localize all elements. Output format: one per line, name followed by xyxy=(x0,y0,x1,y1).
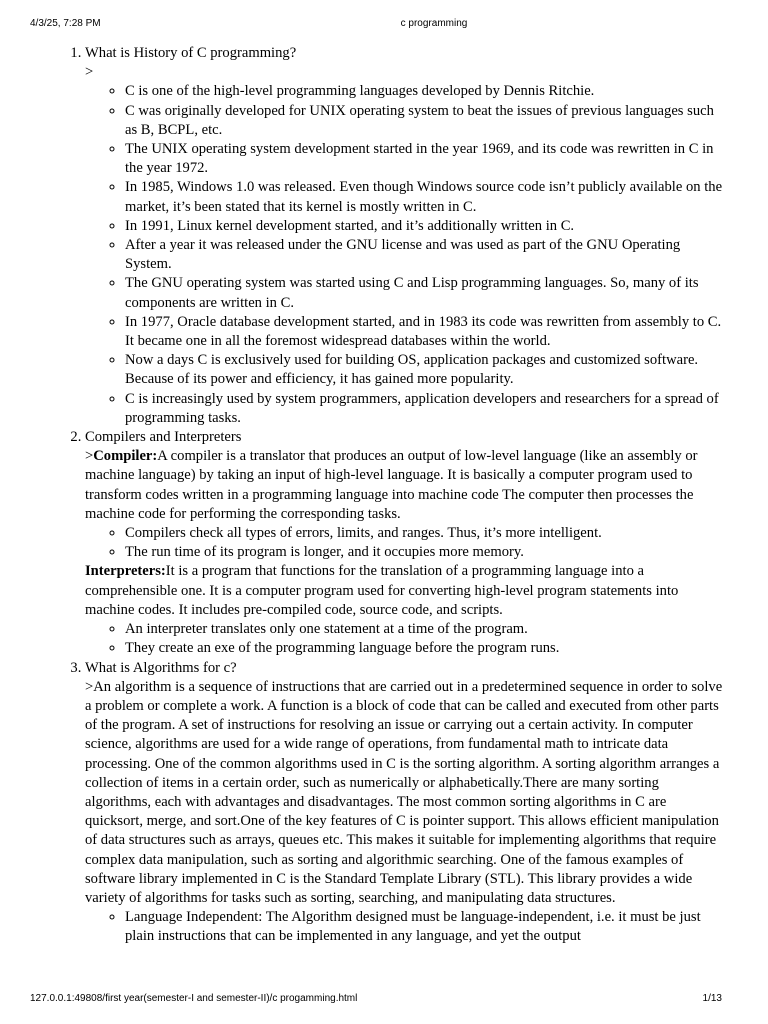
questions-list xyxy=(66,44,726,947)
list-item: ◦ They create an exe of the programming language before the program runs. xyxy=(125,639,726,658)
answer-marker: > xyxy=(85,64,94,81)
interpreter-points xyxy=(85,620,726,658)
compiler-label: Compiler: xyxy=(93,448,158,465)
algorithm-points xyxy=(85,908,726,946)
section-title: What is History of C programming? xyxy=(85,45,297,61)
section-compilers-interpreters xyxy=(85,428,726,658)
list-item: ◦ In 1977, Oracle database development started, and in 1983 its code was rewritten from assembly to C. It became one in all the foremost widespread databases within the world. xyxy=(125,313,726,351)
document-title: c programming xyxy=(400,18,468,29)
list-item: ◦ The run time of its program is longer, and it occupies more memory. xyxy=(125,543,726,562)
list-item: ◦ Compilers check all types of errors, limits, and ranges. Thus, it’s more intelligent. xyxy=(125,524,726,543)
list-item: ◦ The UNIX operating system development started in the year 1969, and its code was rewritten in C in the year 1972. xyxy=(125,140,726,178)
interpreter-paragraph xyxy=(85,562,726,620)
page-footer xyxy=(0,993,768,1007)
document-body xyxy=(66,44,726,947)
list-item: ◦ C is one of the high-level programming languages developed by Dennis Ritchie. xyxy=(125,82,726,101)
page-header xyxy=(0,18,768,32)
interpreter-text: It is a program that functions for the translation of a programming language into a comprehensible one. It is a computer program used for converting high-level program statements into machine codes. It includes pre-compiled code, source code, and scripts. xyxy=(85,563,679,618)
section-history xyxy=(85,44,726,428)
answer-marker: > xyxy=(85,448,94,465)
section-title: Compilers and Interpreters xyxy=(85,429,242,446)
page-url: 127.0.0.1:49808/first year(semester-I and semester-II)/c progamming.html xyxy=(30,993,358,1004)
list-item: ◦ An interpreter translates only one statement at a time of the program. xyxy=(125,620,726,639)
compiler-text: A compiler is a translator that produces an output of low-level language (like an assembly or machine language) by taking an input of high-level language. It is basically a computer program used to transform codes written in a programming language into machine code The computer then processes the machine code for performing the corresponding tasks. xyxy=(85,448,698,522)
list-item: ◦ In 1991, Linux kernel development started, and it’s additionally written in C. xyxy=(125,217,726,236)
page-number: 1/13 xyxy=(702,993,722,1004)
section-title: What is Algorithms for c? xyxy=(85,659,237,676)
algorithms-paragraph: >An algorithm is a sequence of instructions that are carried out in a predetermined sequence in order to solve a problem or complete a work. A function is a block of code that can be called and executed from other parts of the program. A set of instructions for resolving an issue or carrying out a certain activity. In computer science, algorithms are used for a wide range of operations, from fundamental math to intricate data processing. One of the common algorithms used in C is the sorting algorithm. A sorting algorithm arranges a collection of items in a certain order, such as numerically or alphabetically.There are many sorting algorithms, each with advantages and disadvantages. The most common sorting algorithms in C are quicksort, merge, and sort.One of the key features of C is pointer support. This allows efficient manipulation of data structures such as arrays, queues etc. This makes it suitable for implementing algorithms that require complex data manipulation, such as sorting and algorithmic searching. One of the famous examples of software library implemented in C is the Standard Template Library (STL). This library provides a wide variety of algorithms for tasks such as sorting, searching, and manipulating data structures. xyxy=(85,678,723,906)
interpreter-label: Interpreters: xyxy=(85,563,166,580)
list-item: ◦ Language Independent: The Algorithm designed must be language-independent, i.e. it must be just plain instructions that can be implemented in any language, and yet the output xyxy=(125,908,726,946)
list-item: ◦ After a year it was released under the GNU license and was used as part of the GNU Operating System. xyxy=(125,236,726,274)
print-datetime: 4/3/25, 7:28 PM xyxy=(30,18,101,29)
list-item: ◦ C was originally developed for UNIX operating system to beat the issues of previous languages such as B, BCPL, etc. xyxy=(125,102,726,140)
compiler-paragraph xyxy=(85,447,726,524)
list-item: ◦ C is increasingly used by system programmers, application developers and researchers for a spread of programming tasks. xyxy=(125,390,726,428)
list-item: ◦ In 1985, Windows 1.0 was released. Even though Windows source code isn’t publicly available on the market, it’s been stated that its kernel is mostly written in C. xyxy=(125,178,726,216)
section-algorithms xyxy=(85,659,726,947)
compiler-points xyxy=(85,524,726,562)
list-item: ◦ The GNU operating system was started using C and Lisp programming languages. So, many of its components are written in C. xyxy=(125,274,726,312)
list-item: ◦ Now a days C is exclusively used for building OS, application packages and customized software. Because of its power and efficiency, it has gained more popularity. xyxy=(125,351,726,389)
history-points xyxy=(85,82,726,428)
